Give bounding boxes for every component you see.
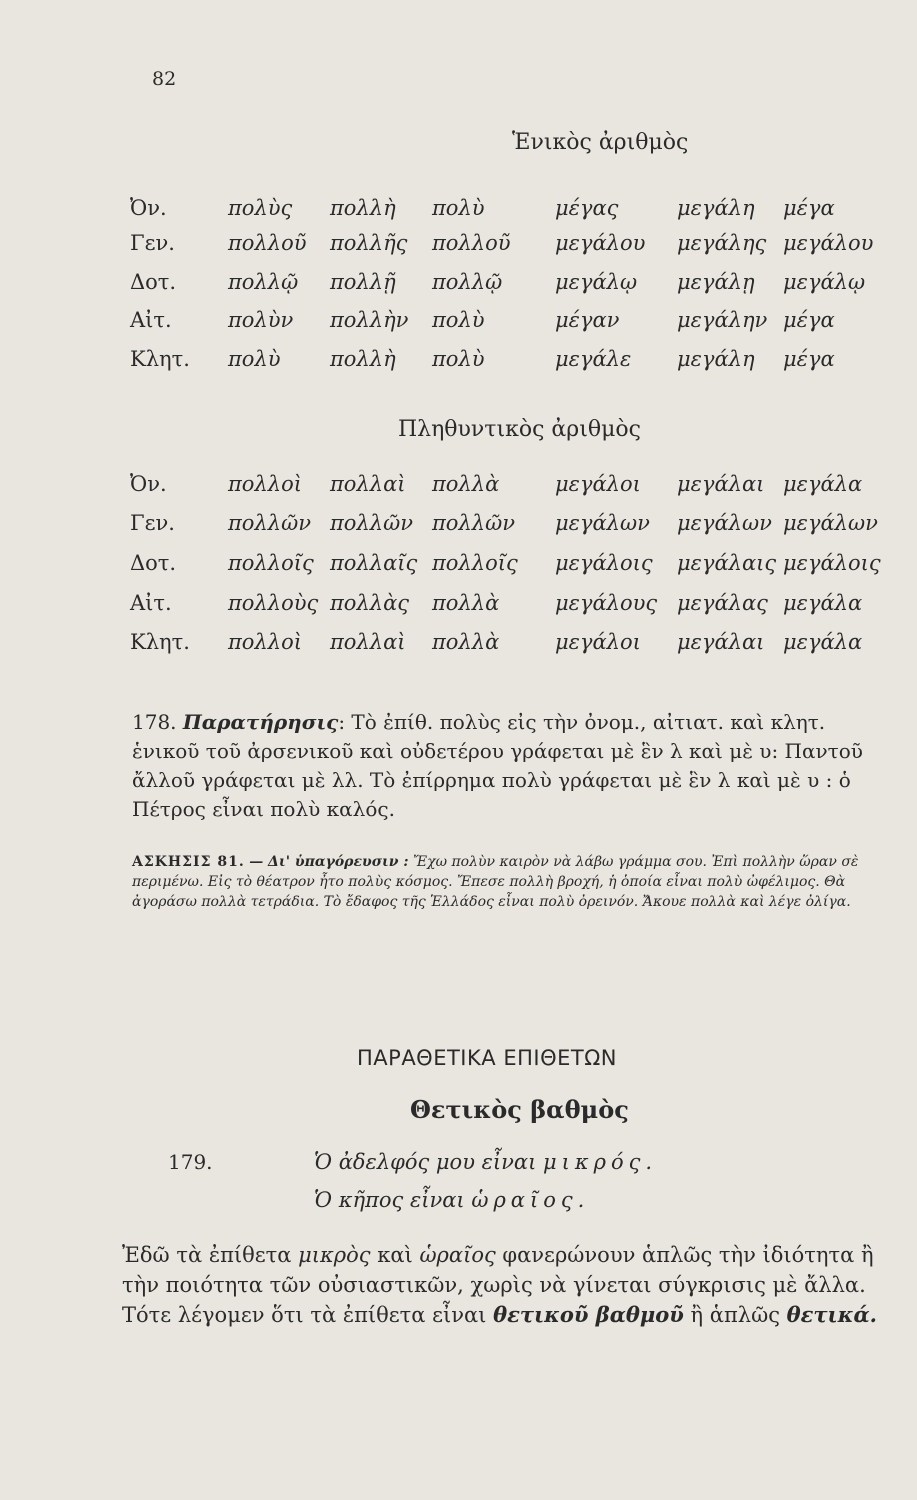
table-row: [130, 472, 890, 506]
form-cell: μεγάλου: [555, 231, 646, 255]
form-cell: πολλαῖς: [330, 551, 418, 575]
explanation-paragraph: [122, 1240, 877, 1330]
section-title: ΠΑΡΑΘΕΤΙΚΑ ΕΠΙΘΕΤΩΝ: [357, 1046, 617, 1070]
subsection-title: Θετικὸς βαθμὸς: [410, 1095, 629, 1124]
plural-heading: Πληθυντικὸς ἀριθμὸς: [398, 417, 641, 442]
form-cell: πολλοὶ: [228, 630, 302, 654]
example-word: ὡραῖος.: [471, 1188, 590, 1212]
form-cell: μεγάλῳ: [555, 270, 638, 294]
case-label: Ὀν.: [130, 472, 167, 496]
form-cell: πολλὰς: [330, 591, 410, 615]
form-cell: μέγας: [555, 196, 619, 220]
form-cell: μεγάλῳ: [783, 270, 866, 294]
form-cell: μεγάλαι: [677, 472, 765, 496]
case-label: Αἰτ.: [130, 308, 172, 332]
form-cell: πολλὰ: [432, 472, 500, 496]
form-cell: πολλοῖς: [432, 551, 518, 575]
form-cell: μεγάλων: [555, 511, 650, 535]
page-number: 82: [152, 68, 177, 90]
exercise-81: [132, 852, 877, 912]
table-row: [130, 630, 890, 664]
form-cell: μεγάλοι: [555, 630, 641, 654]
form-cell: πολὺν: [228, 308, 294, 332]
form-cell: πολὺ: [432, 308, 485, 332]
form-cell: μεγάλης: [677, 231, 767, 255]
form-cell: πολλῇ: [330, 270, 396, 294]
form-cell: πολὺς: [228, 196, 293, 220]
form-cell: πολλὰ: [432, 591, 500, 615]
form-cell: μεγάλας: [677, 591, 768, 615]
example-sentence-2: [314, 1188, 589, 1212]
note-label: Παρατήρησις: [182, 710, 339, 734]
form-cell: μεγάλα: [783, 591, 863, 615]
table-row: [130, 511, 890, 545]
form-cell: πολλοῖς: [228, 551, 314, 575]
example-text: Ὁ ἀδελφός μου εἶναι: [314, 1150, 544, 1174]
form-cell: πολὺ: [432, 196, 485, 220]
form-cell: μεγάλη: [677, 347, 755, 371]
form-cell: πολὺ: [432, 347, 485, 371]
form-cell: πολλαὶ: [330, 472, 406, 496]
form-cell: μεγάλους: [555, 591, 658, 615]
form-cell: πολλῶν: [330, 511, 413, 535]
exercise-title: — Δι' ὑπαγόρευσιν :: [249, 854, 409, 870]
para-text: ἢ ἁπλῶς: [683, 1303, 787, 1327]
exercise-text: Ἔχω πολὺν καιρὸν νὰ λάβω γράμμα σου. Ἐπὶ πολλὴν ὥραν σὲ περιμένω. Εἰς τὸ θέατρον ἦτο πολὺς κόσμος. Ἔπεσε πολλὴ βροχή, ἡ ὁποία εἶναι πολὺ ὠφέλιμος. Θὰ ἀγοράσω πολλὰ τετράδια. Τὸ ἔδαφος τῆς Ἑλλάδος εἶναι πολὺ ὀρεινόν. Ἄκουε πολλὰ καὶ λέγε ὀλίγα.: [132, 854, 859, 910]
form-cell: μεγάλε: [555, 347, 632, 371]
form-cell: πολλῷ: [228, 270, 299, 294]
form-cell: μεγάλη: [677, 196, 755, 220]
form-cell: πολὺ: [228, 347, 281, 371]
form-cell: μεγάλην: [677, 308, 768, 332]
exercise-label: ΑΣΚΗΣΙΣ 81.: [132, 854, 245, 870]
singular-heading: Ἑνικὸς ἀριθμὸς: [512, 130, 689, 155]
form-cell: πολλῆς: [330, 231, 408, 255]
para-text: φανερώνουν ἁπλῶς τὴν ἰδιότητα ἢ τὴν ποιότητα τῶν οὐσιαστικῶν, χωρὶς νὰ γίνεται σύγκρισις μὲ ἄλλα. Τότε λέγομεν ὅτι τὰ ἐπίθετα εἶναι: [122, 1243, 874, 1327]
case-label: Κλητ.: [130, 347, 190, 371]
para-term: θετικά.: [786, 1302, 877, 1327]
case-label: Γεν.: [130, 231, 175, 255]
form-cell: πολλοὺς: [228, 591, 319, 615]
form-cell: μεγάλοις: [555, 551, 653, 575]
form-cell: μεγάλου: [783, 231, 874, 255]
case-label: Δοτ.: [130, 551, 177, 575]
table-row: [130, 551, 890, 585]
form-cell: πολλῶν: [432, 511, 515, 535]
form-cell: μεγάλοις: [783, 551, 881, 575]
form-cell: μεγάλα: [783, 630, 863, 654]
form-cell: μεγάλῃ: [677, 270, 755, 294]
form-cell: πολλῶν: [228, 511, 311, 535]
case-label: Ὀν.: [130, 196, 167, 220]
para-text: Ἐδῶ τὰ ἐπίθετα: [122, 1243, 299, 1267]
form-cell: πολλαὶ: [330, 630, 406, 654]
note-number: 178.: [132, 710, 177, 734]
form-cell: πολλὴ: [330, 347, 396, 371]
table-row: [130, 196, 890, 230]
example-text: Ὁ κῆπος εἶναι: [314, 1188, 472, 1212]
form-cell: πολλοῦ: [228, 231, 307, 255]
table-row: [130, 347, 890, 381]
example-sentence-1: [314, 1150, 657, 1174]
para-word: μικρὸς: [298, 1243, 371, 1267]
table-row: [130, 270, 890, 304]
form-cell: μεγάλων: [677, 511, 772, 535]
para-word: ὡραῖος: [419, 1243, 496, 1267]
form-cell: πολλὴν: [330, 308, 409, 332]
form-cell: μεγάλαι: [677, 630, 765, 654]
form-cell: μέγα: [783, 347, 835, 371]
form-cell: πολλοὶ: [228, 472, 302, 496]
form-cell: μεγάλαις: [677, 551, 777, 575]
form-cell: πολλοῦ: [432, 231, 511, 255]
table-row: [130, 308, 890, 342]
paragraph-number: 179.: [168, 1150, 213, 1174]
form-cell: μέγαν: [555, 308, 620, 332]
form-cell: μεγάλα: [783, 472, 863, 496]
form-cell: μέγα: [783, 196, 835, 220]
case-label: Κλητ.: [130, 630, 190, 654]
note-178: [132, 708, 877, 824]
note-text: : Τὸ ἐπίθ. πολὺς εἰς τὴν ὀνομ., αἰτιατ. καὶ κλητ. ἑνικοῦ τοῦ ἀρσενικοῦ καὶ οὐδετέρου γράφεται μὲ ἓν λ καὶ μὲ υ: Παντοῦ ἄλλοῦ γράφεται μὲ λλ. Τὸ ἐπίρρημα πολὺ γράφεται μὲ ἓν λ καὶ μὲ υ : ὁ Πέτρος εἶναι πολὺ καλός.: [132, 710, 863, 821]
form-cell: πολλῷ: [432, 270, 503, 294]
para-term: θετικοῦ βαθμοῦ: [493, 1302, 684, 1327]
form-cell: πολλὰ: [432, 630, 500, 654]
example-word: μικρός.: [543, 1150, 658, 1174]
case-label: Γεν.: [130, 511, 175, 535]
form-cell: πολλὴ: [330, 196, 396, 220]
form-cell: μεγάλοι: [555, 472, 641, 496]
table-row: [130, 231, 890, 265]
form-cell: μέγα: [783, 308, 835, 332]
case-label: Αἰτ.: [130, 591, 172, 615]
case-label: Δοτ.: [130, 270, 177, 294]
para-text: καὶ: [370, 1243, 420, 1267]
table-row: [130, 591, 890, 625]
form-cell: μεγάλων: [783, 511, 878, 535]
